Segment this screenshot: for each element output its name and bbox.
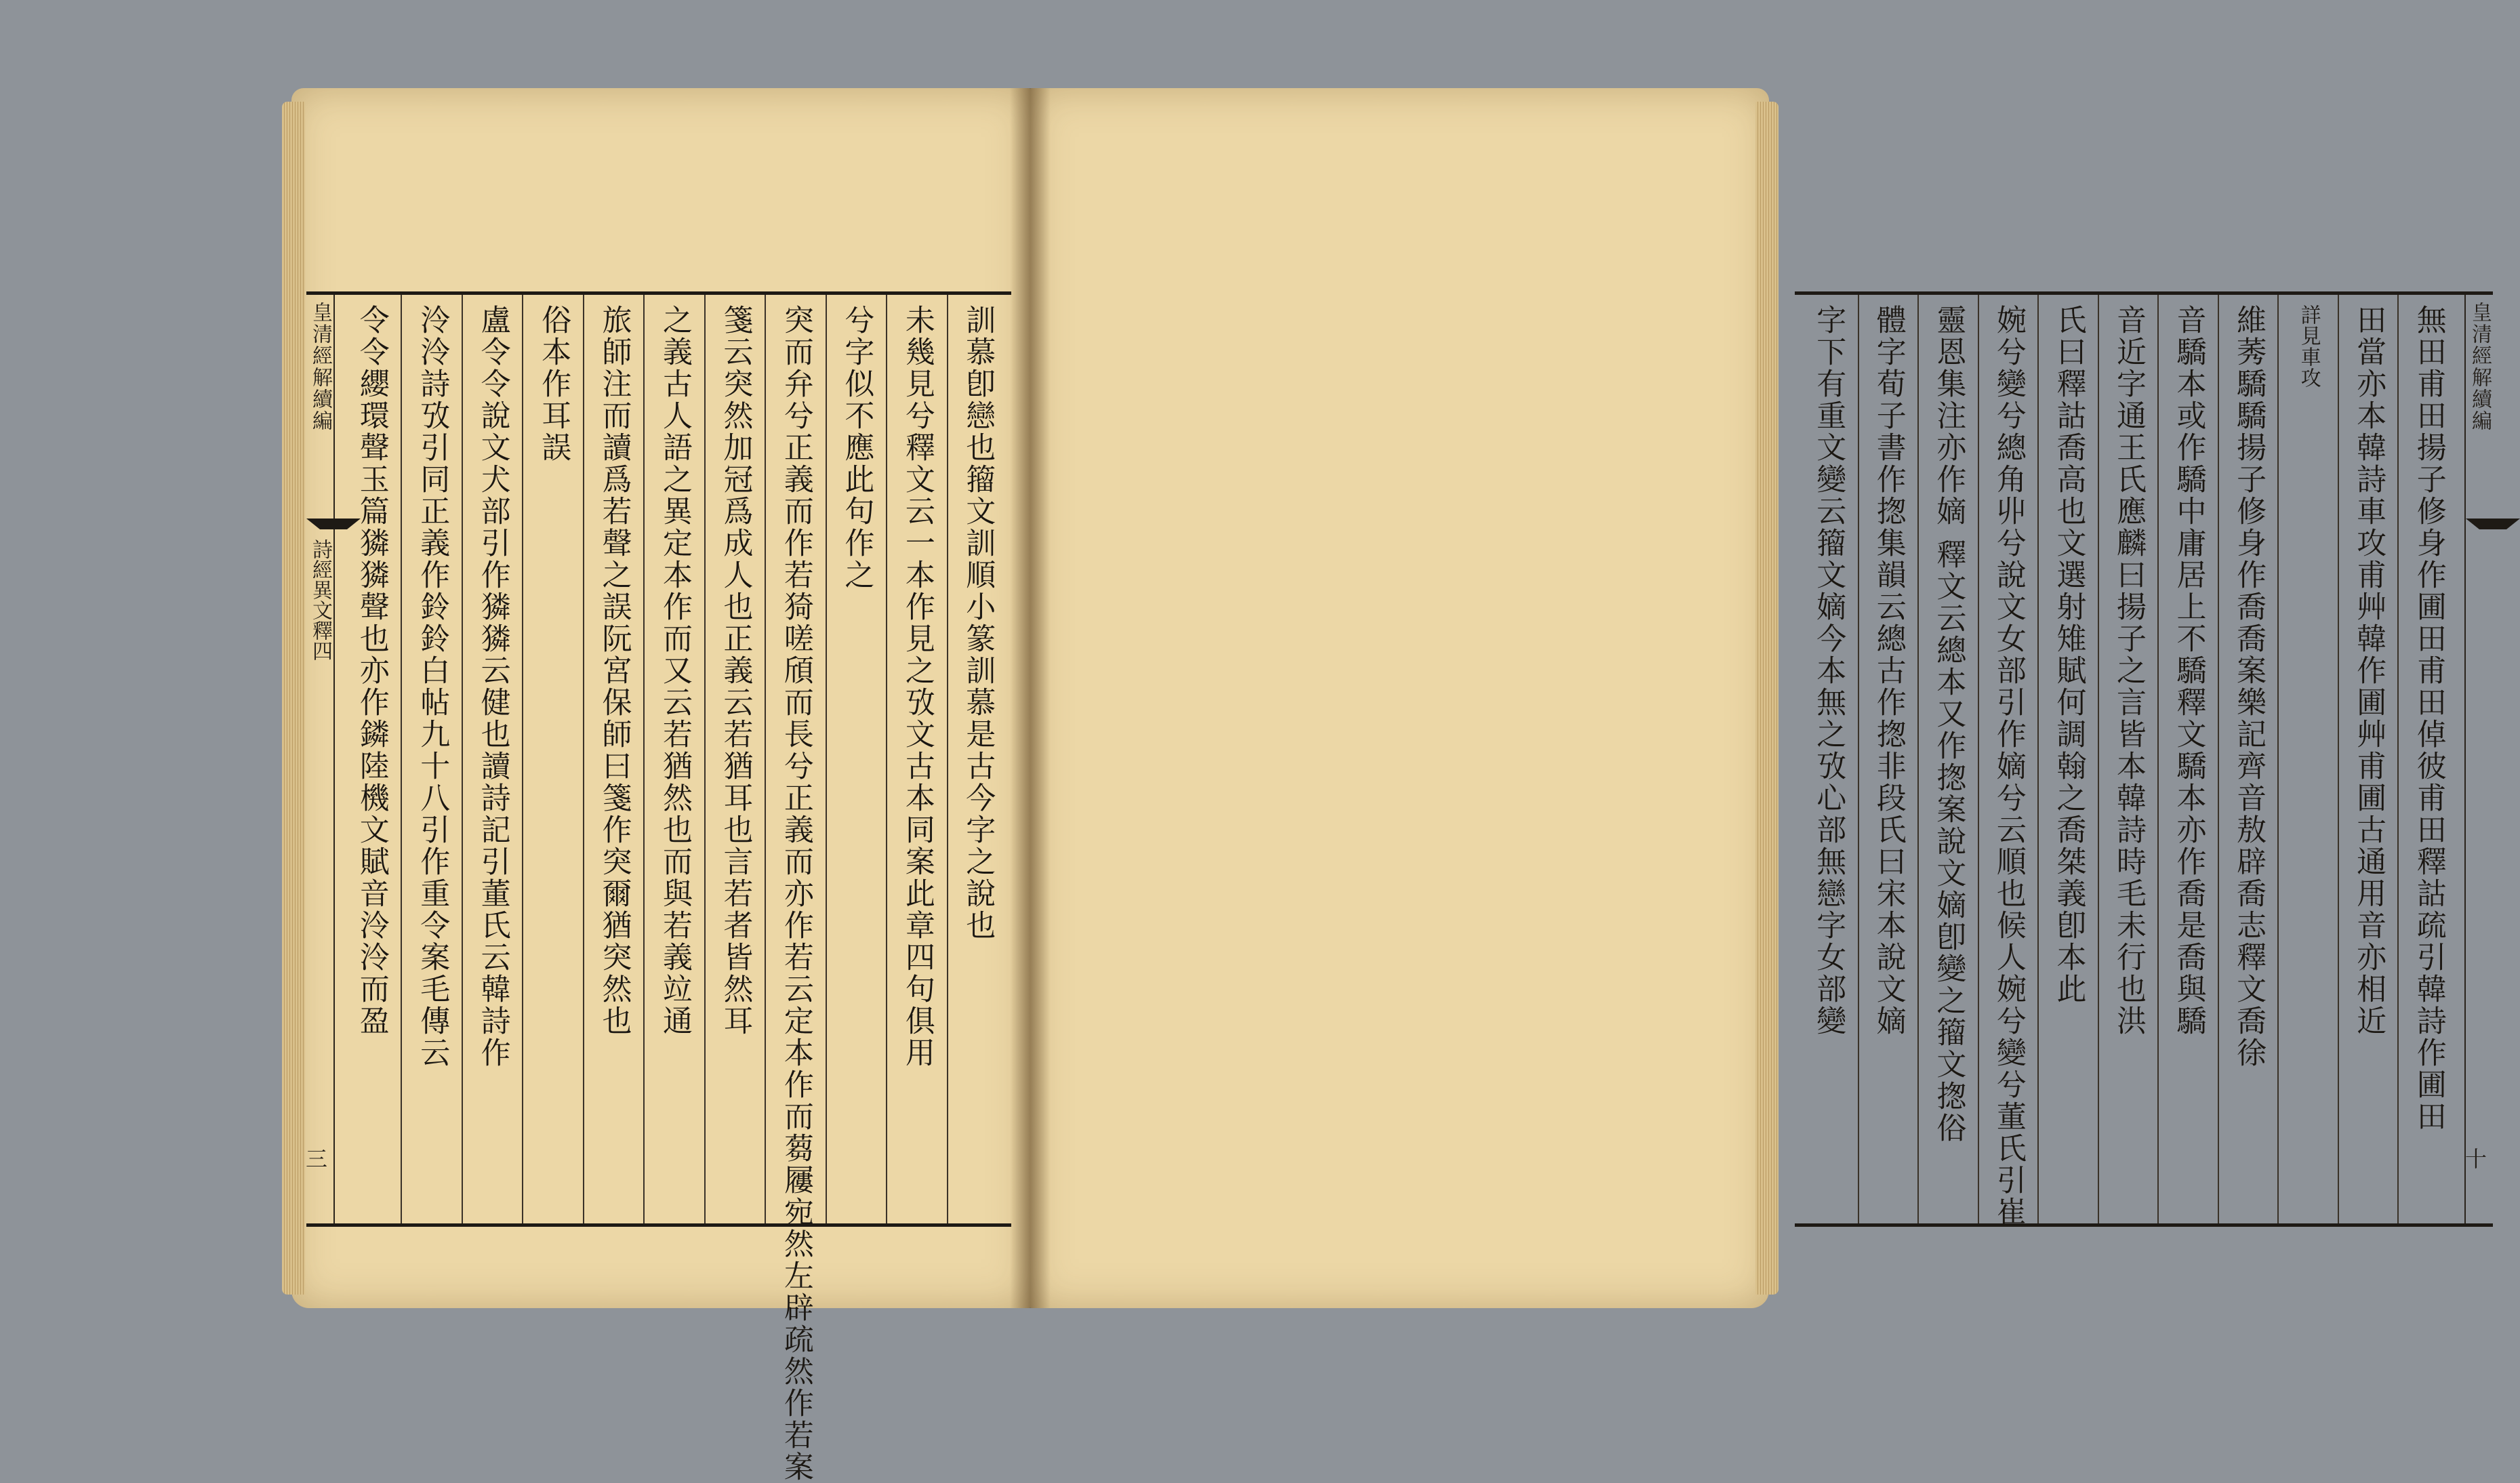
column-text: 音近字通王氏應麟曰揚子之言皆本韓詩時毛未行也洪 [2111,304,2146,1037]
text-column [2037,295,2098,1223]
column-text: 盧令令說文犬部引作獜獜云健也讀詩記引董氏云韓詩作 [475,304,510,1069]
open-book [291,88,2492,1483]
right-text-frame [1795,291,2493,1227]
book-gutter [1010,88,1051,1308]
text-column [2338,295,2398,1223]
text-column [765,295,825,1483]
text-column [2277,295,2338,1223]
text-column [462,295,522,1223]
leaf-number: 十 [2462,1147,2487,1169]
column-text: 田當亦本韓詩車攻甫艸韓作圃艸甫圃古通用音亦相近 [2351,304,2386,1037]
right-banxin [2464,295,2493,1223]
text-column [886,295,946,1223]
left-text-frame [302,291,1011,1483]
text-column [522,295,582,1223]
column-text: 俗本作耳誤 [536,304,571,464]
column-text: 音驕本或作驕中庸居上不驕釋文驕本亦作喬是喬與驕 [2171,304,2206,1037]
column-text: 令令纓環聲玉篇獜獜聲也亦作鏻陸機文賦音泠泠而盈 [354,304,389,1037]
column-text: 字下有重文變云籀文嫡今本無之攷心部無戀字女部變 [1811,304,1846,1037]
right-page-edges [1755,102,1779,1295]
left-banxin [302,295,335,1223]
text-column [401,295,461,1223]
column-text: 維莠驕驕揚子修身作喬喬案樂記齊音敖辟喬志釋文喬徐 [2231,304,2267,1069]
banxin-title: 皇清經解續編 [2468,302,2492,432]
banxin-title: 皇清經解續編 [308,302,332,432]
column-text: 氏曰釋詁喬高也文選射雉賦何調翰之喬桀義卽本此 [2051,304,2086,1005]
text-column [826,295,886,1223]
text-column [704,295,765,1223]
column-text: 體字荀子書作揔集韻云總古作揔非段氏曰宋本說文嫡 [1871,304,1906,1037]
banxin-subtitle: 詩經異文釋四 [308,539,332,661]
column-text: 婉兮變兮總角丱兮說文女部引作嫡兮云順也候人婉兮變兮董氏引崔 [1991,304,2026,1228]
column-text: 泠泠詩攷引同正義作鈴鈴白帖九十八引作重令案毛傳云 [415,304,450,1069]
left-page-edges [282,102,305,1295]
text-column [643,295,704,1223]
text-column [583,295,643,1223]
left-page [291,88,1030,1483]
column-text: 無田甫田揚子修身作圃田甫田倬彼甫田釋詁疏引韓詩作圃田 [2411,304,2446,1133]
column-text: 兮字似不應此句作之 [839,304,874,591]
column-text: 靈恩集注亦作嫡 釋文云總本又作揔案說文嫡卽變之籀文揔俗 [1931,304,1966,1144]
text-column [2098,295,2158,1223]
column-text: 未幾見兮釋文云一本作見之攷文古本同案此章四句俱用 [899,304,935,1069]
text-column [1917,295,1978,1223]
column-text: 之義古人語之異定本作而又云若猶然也而與若義竝通 [657,304,692,1037]
column-text: 詳見車攻 [2296,304,2321,388]
column-text: 箋云突然加冠爲成人也正義云若猶耳也言若者皆然耳 [718,304,753,1037]
text-column [1978,295,2038,1228]
text-column [1858,295,1918,1223]
text-column [2218,295,2278,1223]
text-column [947,295,1007,1223]
right-columns [1799,295,2458,1228]
right-page [1030,88,2492,1308]
text-column [2157,295,2218,1223]
text-column [1799,295,1858,1223]
text-column [342,295,401,1223]
text-column [2397,295,2458,1223]
fish-tail-mark [2466,519,2520,529]
left-columns [342,295,1007,1483]
column-text: 訓慕卽戀也籀文訓順小篆訓慕是古今字之說也 [960,304,996,941]
leaf-number: 三 [302,1147,328,1169]
column-text: 旅師注而讀爲若聲之誤阮宮保師曰箋作突爾猶突然也 [596,304,632,1037]
column-text: 突而弁兮正義而作若猗嗟頎而長兮正義而亦作若云定本作而蒭屨宛然左辟疏然作若案 [778,304,813,1483]
